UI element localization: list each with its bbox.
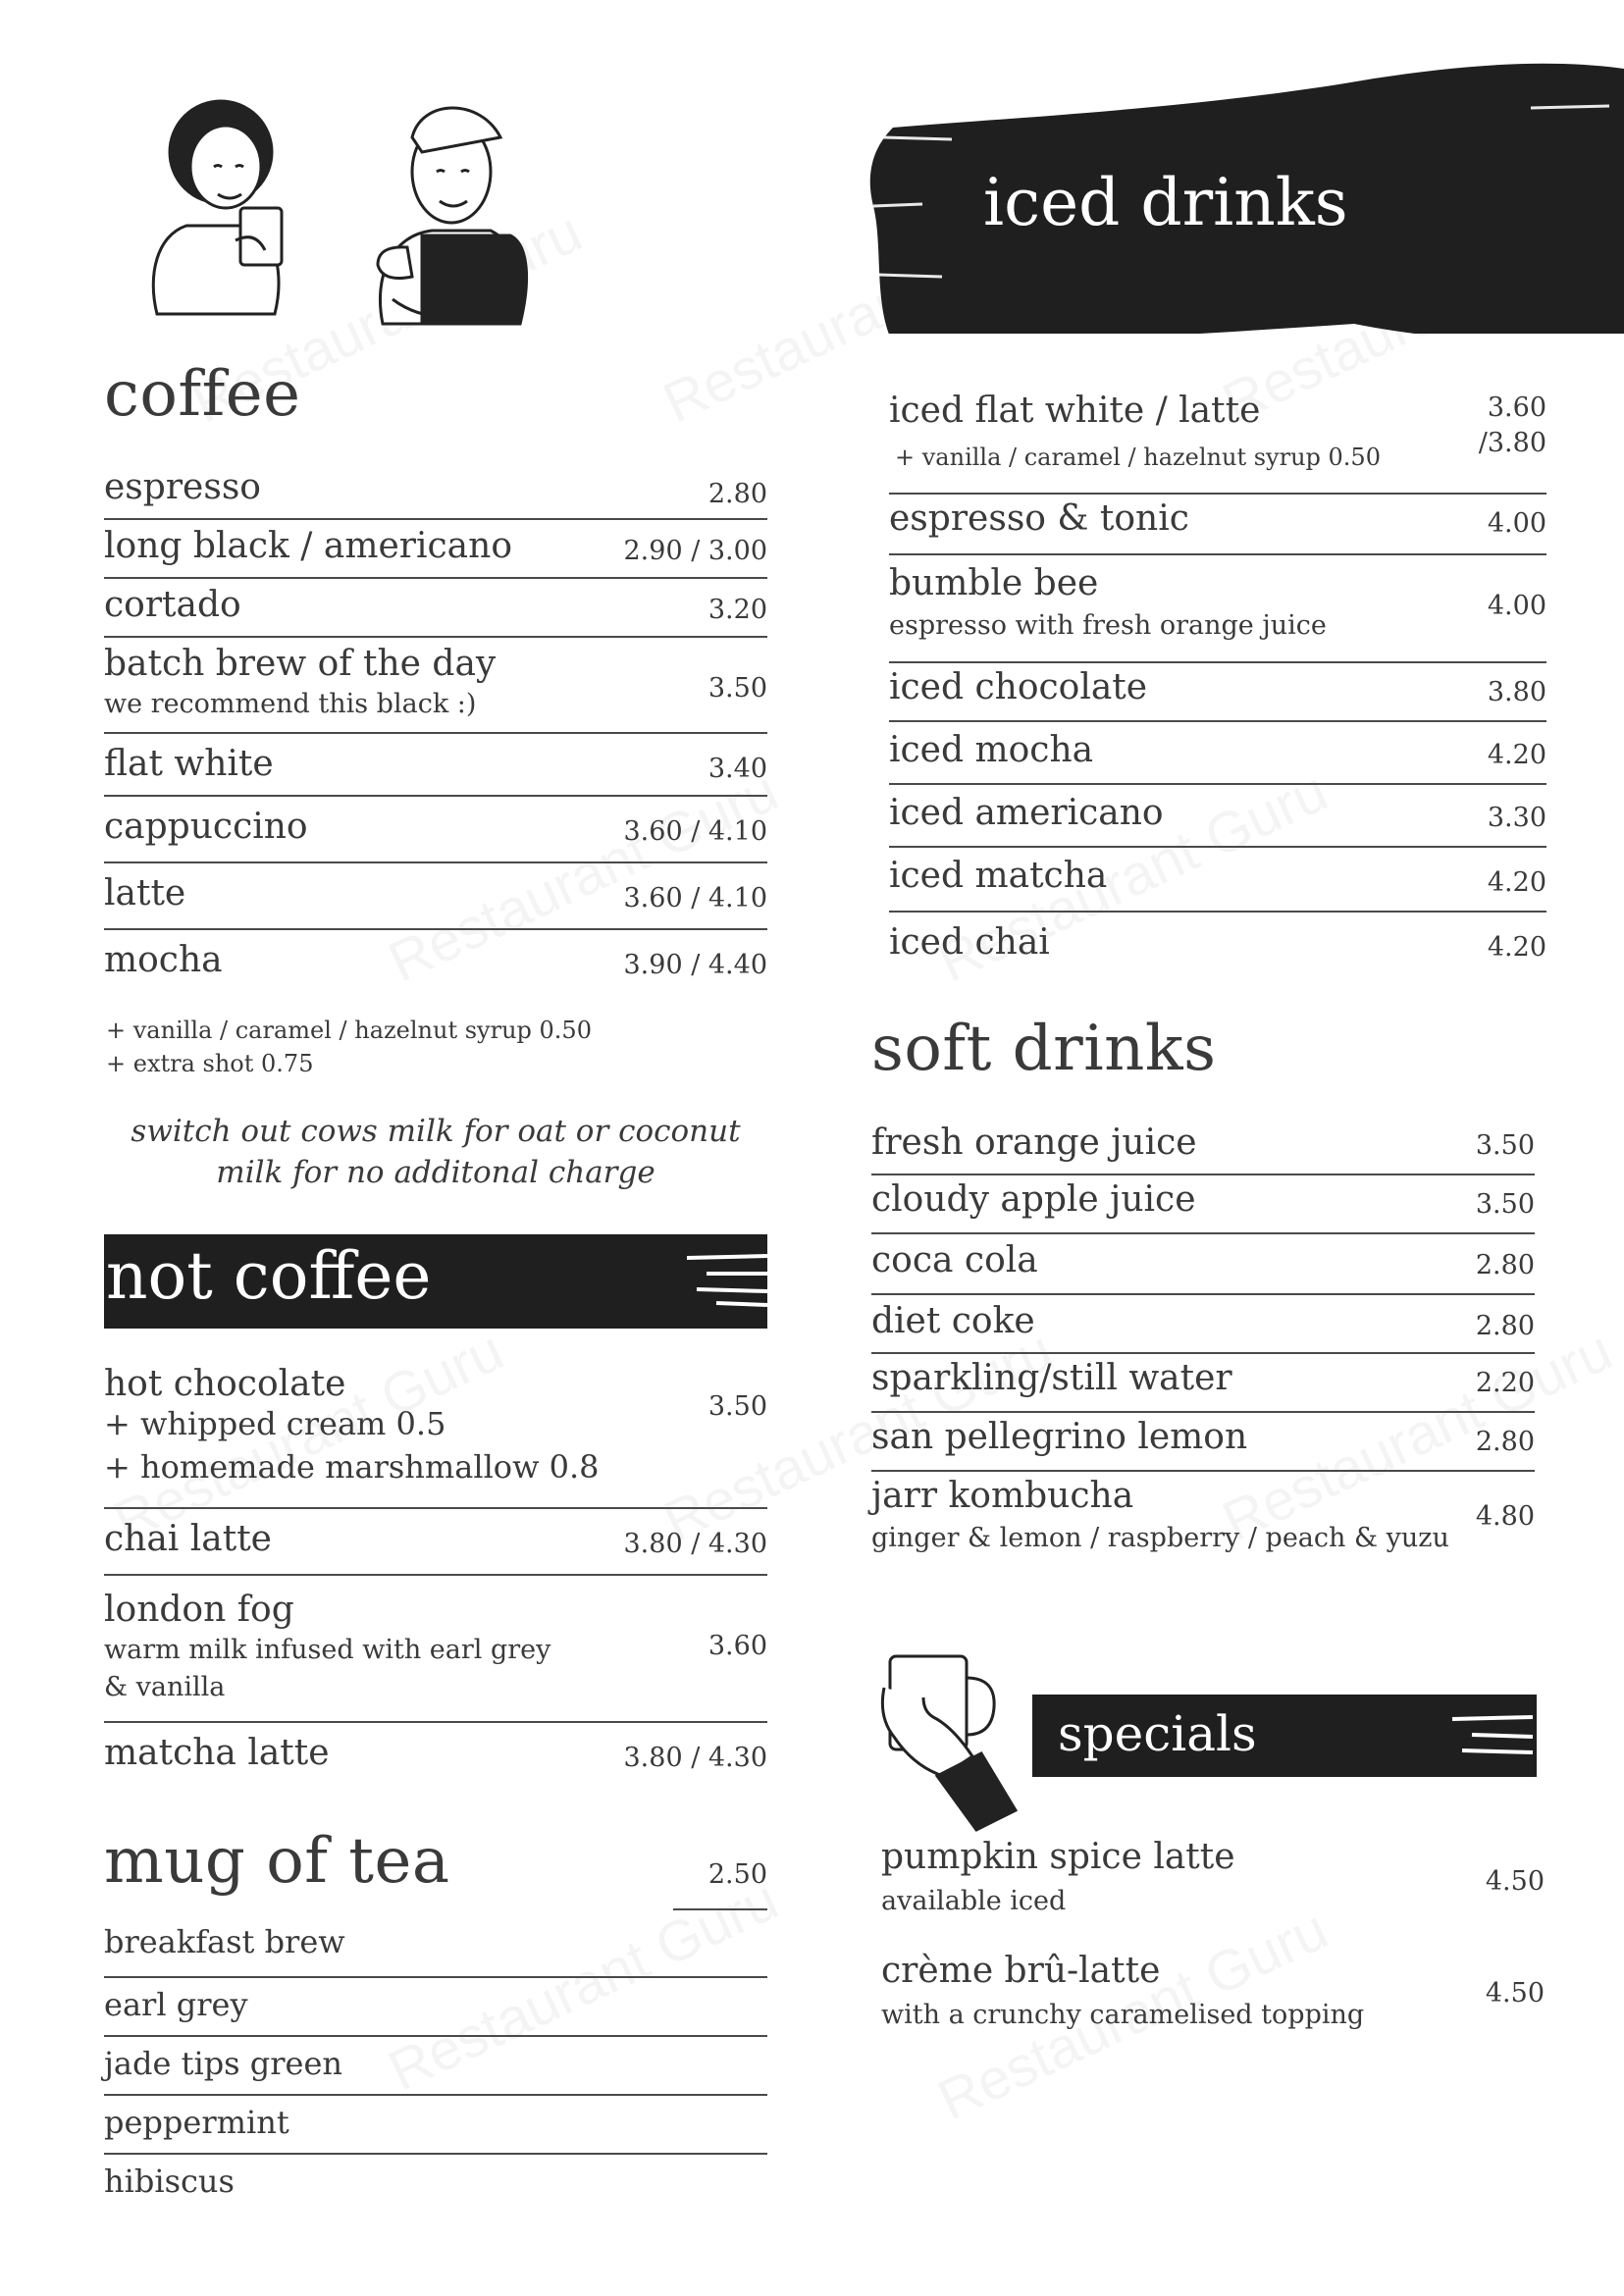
item-price: 3.50 <box>707 673 767 704</box>
list-item <box>871 1175 1535 1234</box>
list-item <box>104 461 767 520</box>
item-price: 2.80 <box>1475 1427 1535 1457</box>
item-description: warm milk infused with earl grey <box>104 1635 551 1665</box>
item-name: cloudy apple juice <box>871 1179 1196 1220</box>
list-item <box>104 2155 767 2212</box>
item-price: 4.00 <box>1487 591 1546 621</box>
list-item <box>871 1119 1535 1175</box>
list-item <box>889 848 1546 913</box>
item-price: 4.20 <box>1487 740 1546 770</box>
item-price: 3.80 / 4.30 <box>623 1529 767 1559</box>
item-name: crème brû-latte <box>881 1951 1161 1991</box>
item-price: 3.30 <box>1487 803 1546 833</box>
item-name: matcha latte <box>104 1733 330 1773</box>
item-name: cortado <box>104 585 241 625</box>
specials-list <box>881 1837 1545 2053</box>
list-item <box>889 722 1546 785</box>
item-price: 2.20 <box>1475 1368 1535 1398</box>
item-description: & vanilla <box>104 1672 226 1702</box>
list-item <box>104 1923 767 1978</box>
item-description: available iced <box>881 1886 1067 1916</box>
item-price: 4.20 <box>1487 867 1546 898</box>
coffee-heading: coffee <box>104 358 301 431</box>
list-item <box>104 1978 767 2037</box>
list-item <box>104 2096 767 2155</box>
coffee-extra-shot: + extra shot 0.75 <box>106 1050 314 1077</box>
item-price: 3.50 <box>1475 1189 1535 1220</box>
people-illustration <box>128 59 540 334</box>
list-item <box>871 1234 1535 1295</box>
list-item <box>104 520 767 579</box>
list-item <box>889 495 1546 555</box>
item-description: ginger & lemon / raspberry / peach & yuzu <box>871 1523 1449 1553</box>
milk-note: milk for no additonal charge <box>216 1155 655 1190</box>
item-name: hot chocolate <box>104 1364 346 1404</box>
tea-heading: mug of tea <box>104 1825 450 1898</box>
list-item <box>104 2037 767 2096</box>
item-description: espresso with fresh orange juice <box>889 610 1327 641</box>
list-item <box>889 555 1546 663</box>
item-name: long black / americano <box>104 526 512 566</box>
item-price: 2.80 <box>1475 1250 1535 1280</box>
item-name: breakfast brew <box>104 1923 345 1960</box>
list-item <box>104 797 767 863</box>
item-name: iced americano <box>889 793 1164 833</box>
list-item <box>104 1576 767 1723</box>
item-price: 2.90 / 3.00 <box>623 536 767 566</box>
mug-hand-illustration <box>878 1648 1025 1835</box>
item-name: coca cola <box>871 1240 1038 1280</box>
item-name: flat white <box>104 744 274 784</box>
item-price: 3.50 <box>1475 1130 1535 1161</box>
item-price: /3.80 <box>1478 428 1546 458</box>
item-price: 2.80 <box>707 479 767 509</box>
item-description: with a crunchy caramelised topping <box>881 2000 1365 2030</box>
tea-price: 2.50 <box>707 1859 767 1890</box>
item-name: iced chocolate <box>889 667 1148 707</box>
list-item <box>104 930 767 995</box>
item-name: bumble bee <box>889 563 1099 603</box>
iced-drinks-heading: iced drinks <box>983 165 1348 240</box>
list-item <box>881 1951 1545 2059</box>
item-name: san pellegrino lemon <box>871 1417 1248 1457</box>
item-name: peppermint <box>104 2104 289 2141</box>
soft-drinks-heading: soft drinks <box>871 1013 1217 1085</box>
item-name: iced mocha <box>889 730 1094 770</box>
item-name: cappuccino <box>104 807 308 847</box>
list-item <box>104 1723 767 1788</box>
item-price: 3.50 <box>707 1391 767 1422</box>
item-name: jarr kombucha <box>871 1476 1134 1516</box>
item-name: pumpkin spice latte <box>881 1837 1235 1877</box>
list-item <box>889 389 1546 495</box>
list-item <box>104 638 767 734</box>
item-price: 4.50 <box>1485 1978 1545 2009</box>
list-item <box>889 663 1546 722</box>
iced-drinks-list <box>889 389 1546 977</box>
item-name: london fog <box>104 1590 294 1630</box>
item-name: sparkling/still water <box>871 1358 1232 1398</box>
brush-stroke-decoration <box>1442 1707 1537 1766</box>
list-item <box>104 579 767 638</box>
soft-drinks-list <box>871 1119 1535 1570</box>
list-item <box>889 785 1546 848</box>
list-item <box>871 1413 1535 1472</box>
milk-note: switch out cows milk for oat or coconut <box>131 1114 741 1149</box>
coffee-list <box>104 461 767 1011</box>
list-item <box>871 1472 1535 1570</box>
list-item <box>104 1354 767 1509</box>
item-name: jade tips green <box>104 2045 343 2082</box>
tea-price-underline <box>673 1908 767 1910</box>
item-name: latte <box>104 873 186 913</box>
item-addon: + homemade marshmallow 0.8 <box>104 1448 600 1486</box>
specials-heading: specials <box>1058 1705 1257 1762</box>
item-price: 3.60 <box>707 1631 767 1661</box>
item-price: 4.00 <box>1487 508 1546 539</box>
list-item <box>889 913 1546 975</box>
list-item <box>871 1295 1535 1354</box>
item-price: 4.80 <box>1475 1501 1535 1532</box>
item-name: espresso <box>104 467 261 507</box>
item-name: chai latte <box>104 1519 272 1559</box>
item-name: fresh orange juice <box>871 1122 1197 1163</box>
item-addon: + whipped cream 0.5 <box>104 1405 446 1442</box>
item-name: iced matcha <box>889 856 1108 896</box>
list-item <box>104 1509 767 1576</box>
not-coffee-list <box>104 1354 767 1786</box>
brush-stroke-decoration <box>677 1246 775 1315</box>
list-item <box>104 734 767 797</box>
tea-list <box>104 1923 767 2218</box>
not-coffee-heading: not coffee <box>106 1238 432 1314</box>
item-price: 2.80 <box>1475 1311 1535 1341</box>
item-price: 3.20 <box>707 595 767 625</box>
item-name: hibiscus <box>104 2163 235 2200</box>
item-name: espresso & tonic <box>889 498 1189 539</box>
item-description: + vanilla / caramel / hazelnut syrup 0.50 <box>895 444 1381 471</box>
list-item <box>871 1354 1535 1413</box>
item-price: 3.80 / 4.30 <box>623 1743 767 1773</box>
item-price: 3.40 <box>707 754 767 784</box>
item-name: iced chai <box>889 922 1050 963</box>
item-price: 3.60 / 4.10 <box>623 883 767 913</box>
item-price: 4.50 <box>1485 1866 1545 1897</box>
item-description: we recommend this black :) <box>104 689 477 719</box>
item-price: 3.60 <box>1487 392 1546 423</box>
item-name: mocha <box>104 940 223 980</box>
item-name: earl grey <box>104 1986 248 2023</box>
list-item <box>104 863 767 930</box>
item-price: 3.80 <box>1487 677 1546 707</box>
item-price: 3.60 / 4.10 <box>623 816 767 847</box>
item-price: 3.90 / 4.40 <box>623 950 767 980</box>
item-price: 4.20 <box>1487 932 1546 963</box>
list-item <box>881 1837 1545 1945</box>
coffee-extra-syrup: + vanilla / caramel / hazelnut syrup 0.50 <box>106 1017 592 1044</box>
item-name: iced flat white / latte <box>889 391 1261 431</box>
item-name: batch brew of the day <box>104 644 497 684</box>
item-name: diet coke <box>871 1301 1035 1341</box>
